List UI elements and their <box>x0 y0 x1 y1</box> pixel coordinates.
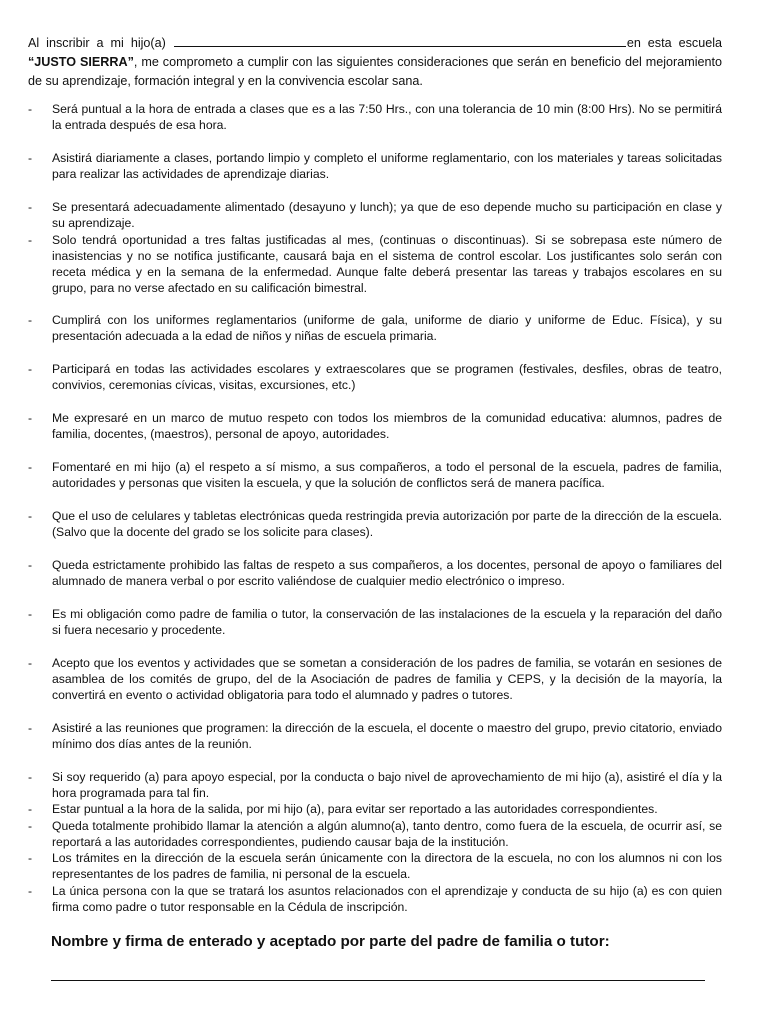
list-item-text: Queda estrictamente prohibido las faltas de respeto a sus compañeros, a los docentes, personal de apoyo o familiares del alumnado de manera verbal o por escrito valiéndose de cualquier medio electrónico o impreso. <box>52 558 722 588</box>
intro-text-start: Al inscribir a mi hijo(a) <box>28 36 166 50</box>
list-item <box>28 150 722 182</box>
bullet-dash: - <box>28 884 33 898</box>
list-item <box>28 850 722 882</box>
child-name-blank <box>174 34 626 47</box>
list-item-text: Estar puntual a la hora de la salida, por mi hijo (a), para evitar ser reportado a las autoridades correspondientes. <box>52 802 658 816</box>
bullet-dash: - <box>28 460 33 474</box>
list-item-text: Asistirá diariamente a clases, portando limpio y completo el uniforme reglamentario, con los materiales y tareas solicitadas para realizar las actividades de aprendizaje diarias. <box>52 151 722 181</box>
signature-line <box>51 980 705 981</box>
bullet-dash: - <box>28 721 33 735</box>
list-item <box>28 818 722 850</box>
list-item-text: Acepto que los eventos y actividades que se sometan a consideración de los padres de familia, se votarán en sesiones de asamblea de los comités de grupo, del de la Asociación de padres de familia y CEPS, y la decisión de la mayoría, la convertirá en evento o actividad obligatoria para todo el alumnado y padres o tutores. <box>52 656 722 702</box>
bullet-dash: - <box>28 656 33 670</box>
list-item <box>28 769 722 801</box>
list-item-text: Cumplirá con los uniformes reglamentarios (uniforme de gala, uniforme de diario y uniforme de Educ. Física), y su presentación adecuada a la edad de niños y niñas de escuela primaria. <box>52 313 722 343</box>
bullet-dash: - <box>28 313 33 327</box>
list-item <box>28 720 722 752</box>
list-item <box>28 232 722 296</box>
intro-text-rest: , me comprometo a cumplir con las siguientes consideraciones que serán en beneficio del mejoramiento de su aprendizaje, formación integral y en la convivencia escolar sana. <box>28 55 723 88</box>
list-item <box>28 655 722 703</box>
list-item <box>28 199 722 231</box>
list-item-text: Es mi obligación como padre de familia o tutor, la conservación de las instalaciones de la escuela y la reparación del daño si fuera necesario y procedente. <box>52 607 722 637</box>
list-item-text: Solo tendrá oportunidad a tres faltas justificadas al mes, (continuas o discontinuas). Si se sobrepasa este número de inasistencias y no se notifica justificante, causará baja en el sistema de control escolar. Los justificantes solo serán con receta médica y en la semana de la enfermedad. Aunque falte deberá presentar las tareas y trabajos escolares en su grupo, para no verse afectado en su calificación bimestral. <box>52 233 722 295</box>
bullet-dash: - <box>28 411 33 425</box>
list-item <box>28 459 722 491</box>
list-item <box>28 557 722 589</box>
list-item-text: Se presentará adecuadamente alimentado (desayuno y lunch); ya que de eso depende mucho su participación en clase y su aprendizaje. <box>52 200 722 230</box>
list-item-text: Asistiré a las reuniones que programen: la dirección de la escuela, el docente o maestro del grupo, previo citatorio, enviado mínimo dos días antes de la reunión. <box>52 721 722 751</box>
list-item <box>28 312 722 344</box>
list-item-text: Me expresaré en un marco de mutuo respeto con todos los miembros de la comunidad educativa: alumnos, padres de familia, docentes, (maestros), personal de apoyo, autoridades. <box>52 411 722 441</box>
list-item <box>28 801 722 817</box>
list-item-text: Fomentaré en mi hijo (a) el respeto a sí mismo, a sus compañeros, a todo el personal de la escuela, padres de familia, autoridades y personas que visiten la escuela, y que la solución de conflictos será de manera pacífica. <box>52 460 722 490</box>
list-item <box>28 101 722 133</box>
list-item-text: Queda totalmente prohibido llamar la atención a algún alumno(a), tanto dentro, como fuera de la escuela, de ocurrir así, se reportará a las autoridades correspondientes, pudiendo causar baja de la institución. <box>52 819 722 849</box>
bullet-dash: - <box>28 851 33 865</box>
list-item-text: Que el uso de celulares y tabletas electrónicas queda restringida previa autorización por parte de la dirección de la escuela. (Salvo que la docente del grado se los solicite para clases). <box>52 509 722 539</box>
bullet-dash: - <box>28 802 33 816</box>
list-item <box>28 606 722 638</box>
list-item <box>28 883 722 915</box>
bullet-dash: - <box>28 770 33 784</box>
bullet-dash: - <box>28 819 33 833</box>
signature-title: Nombre y firma de enterado y aceptado por parte del padre de familia o tutor: <box>51 933 610 950</box>
bullet-dash: - <box>28 558 33 572</box>
bullet-dash: - <box>28 607 33 621</box>
bullet-dash: - <box>28 362 33 376</box>
intro-text-school-suffix: en esta escuela <box>626 36 723 50</box>
list-item <box>28 410 722 442</box>
bullet-dash: - <box>28 233 33 247</box>
list-item <box>28 508 722 540</box>
list-item-text: Los trámites en la dirección de la escuela serán únicamente con la directora de la escuela, no con los alumnos ni con los representantes de los padres de familia, ni personal de la escuela. <box>52 851 722 881</box>
list-item-text: La única persona con la que se tratará los asuntos relacionados con el aprendizaje y conducta de su hijo (a) es con quien firma como padre o tutor responsable en la Cédula de inscripción. <box>52 884 722 914</box>
list-item-text: Será puntual a la hora de entrada a clases que es a las 7:50 Hrs., con una tolerancia de 10 min (8:00 Hrs). No se permitirá la entrada después de esa hora. <box>52 102 722 132</box>
bullet-dash: - <box>28 200 33 214</box>
bullet-dash: - <box>28 509 33 523</box>
intro-paragraph <box>28 34 722 91</box>
list-item-text: Participará en todas las actividades escolares y extraescolares que se programen (festivales, desfiles, obras de teatro, convivios, ceremonias cívicas, visitas, excursiones, etc.) <box>52 362 722 392</box>
school-name: “JUSTO SIERRA” <box>28 55 134 69</box>
list-item-text: Si soy requerido (a) para apoyo especial, por la conducta o bajo nivel de aprovechamiento de mi hijo (a), asistiré el día y la hora programada para tal fin. <box>52 770 722 800</box>
bullet-dash: - <box>28 102 33 116</box>
bullet-dash: - <box>28 151 33 165</box>
list-item <box>28 361 722 393</box>
